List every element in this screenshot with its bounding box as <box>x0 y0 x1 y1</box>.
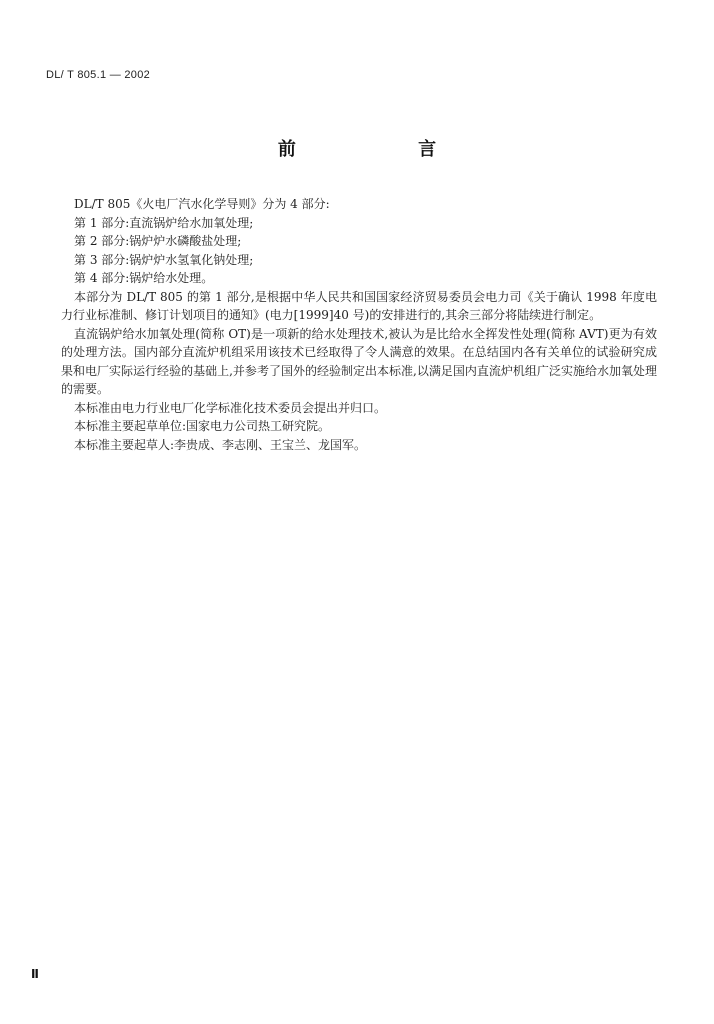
paragraph-intro: DL/T 805《火电厂汽水化学导则》分为 4 部分: <box>74 197 330 211</box>
list-item-part-1: 第 1 部分:直流锅炉给水加氧处理; <box>74 215 254 230</box>
paragraph-basis: 本部分为 DL/T 805 的第 1 部分,是根据中华人民共和国国家经济贸易委员会电力司《关于确认 1998 年度电力行业标准制、修订计划项目的通知》(电力[1999]40 号)的安排进行的,其余三部分将陆续进行制定。 <box>61 289 657 322</box>
page-number: Ⅱ <box>31 967 39 981</box>
paragraph-proposer: 本标准由电力行业电厂化学标准化技术委员会提出并归口。 <box>74 400 387 415</box>
preface-body <box>61 195 657 454</box>
page-title: 前 言 <box>277 139 495 160</box>
paragraph-drafters: 本标准主要起草人:李贵成、李志刚、王宝兰、龙国军。 <box>74 437 367 452</box>
paragraph-drafting-unit: 本标准主要起草单位:国家电力公司热工研究院。 <box>74 419 331 433</box>
list-item-part-4: 第 4 部分:锅炉给水处理。 <box>74 271 214 285</box>
standard-code-header: DL/ T 805.1 — 2002 <box>46 69 151 81</box>
list-item-part-3: 第 3 部分:锅炉炉水氢氧化钠处理; <box>74 252 254 267</box>
paragraph-technology: 直流锅炉给水加氧处理(简称 OT)是一项新的给水处理技术,被认为是比给水全挥发性处理(简称 AVT)更为有效的处理方法。国内部分直流炉机组采用该技术已经取得了令人满意的效果。在总结国内各有关单位的试验研究成果和电厂实际运行经验的基础上,并参考了国外的经验制定出本标准,以满足国内直流炉机组广泛实施给水加氧处理的需要。 <box>61 326 657 396</box>
list-item-part-2: 第 2 部分:锅炉炉水磷酸盐处理; <box>74 234 242 248</box>
